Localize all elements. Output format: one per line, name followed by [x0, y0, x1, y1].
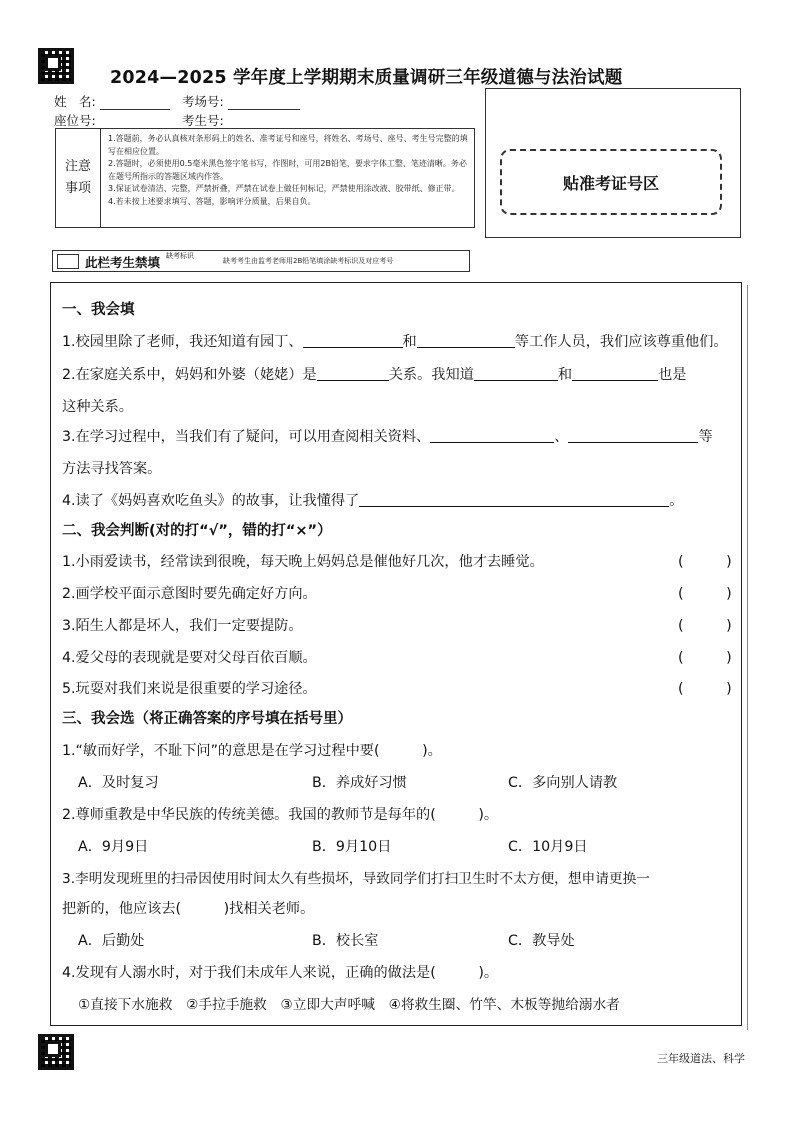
answer-blank[interactable]	[317, 365, 389, 381]
answer-blank[interactable]	[568, 427, 698, 443]
section-3-title: 三、我会选（将正确答案的序号填在括号里）	[62, 711, 352, 727]
question-1-2: 2.在家庭关系中，妈妈和外婆（姥姥）是 关系。我知道 和 也是	[62, 367, 687, 383]
question-1-3: 3.在学习过程中，当我们有了疑问，可以用查阅相关资料、 、 等	[62, 429, 713, 445]
qr-code-bottom	[38, 1034, 74, 1070]
answer-paren[interactable]: ( )	[678, 681, 732, 697]
notice-box	[55, 128, 475, 228]
seat-input-line[interactable]	[100, 114, 170, 129]
question-1-3-cont: 方法寻找答案。	[62, 461, 162, 477]
admission-ticket-area	[485, 88, 741, 238]
name-input-line[interactable]	[100, 95, 170, 110]
choice-question-1: 1.“敏而好学，不耻下问”的意思是在学习过程中要( )。	[62, 743, 442, 759]
notice-line: 2.答题时，必须使用0.5毫米黑色签字笔书写，作图时，可用2B铅笔，要求字体工整、笔迹清晰。务必在题号所指示的答题区域内作答。	[108, 159, 467, 181]
admission-ticket-label: 贴准考证号区	[500, 149, 722, 215]
choice-option-a[interactable]: A．及时复习	[78, 775, 159, 791]
question-1-2-cont: 这种关系。	[62, 399, 133, 415]
notice-text	[108, 133, 468, 208]
choice-question-4-options[interactable]: ①直接下水施救 ②手拉手施救 ③立即大声呼喊 ④将救生圈、竹竿、木板等抛给溺水者	[78, 997, 620, 1013]
notice-line: 1.答题前，务必认真核对条形码上的姓名、准考证号和座号，将姓名、考场号、座号、考生号完整的填写在相应位置。	[108, 134, 468, 156]
answer-blank[interactable]	[359, 491, 669, 507]
choice-option-c[interactable]: C．10月9日	[508, 839, 588, 855]
seat-field	[54, 111, 170, 129]
answer-blank[interactable]	[430, 427, 554, 443]
judge-question-4: 4.爱父母的表现就是要对父母百依百顺。	[62, 650, 317, 666]
answer-blank[interactable]	[572, 365, 658, 381]
choice-option-a[interactable]: A．后勤处	[78, 933, 145, 949]
no-fill-label: 此栏考生禁填	[85, 255, 161, 270]
exam-no-field	[182, 111, 414, 129]
choice-option-b[interactable]: B．校长室	[312, 933, 379, 949]
question-1-1: 1.校园里除了老师，我还知道有园丁、 和 等工作人员，我们应该尊重他们。	[62, 334, 728, 350]
choice-question-4: 4.发现有人溺水时，对于我们未成年人来说，正确的做法是( )。	[62, 965, 499, 981]
footer-subject: 三年级道法、科学	[657, 1052, 745, 1065]
notice-line: 4.若未按上述要求填写、答题，影响评分质量，后果自负。	[108, 196, 316, 206]
answer-blank[interactable]	[417, 332, 515, 348]
judge-question-3: 3.陌生人都是坏人，我们一定要提防。	[62, 618, 303, 634]
notice-line: 3.保证试卷清洁、完整，严禁折叠，严禁在试卷上做任何标记，严禁使用涂改液、胶带纸、修正带。	[108, 184, 460, 193]
choice-option-c[interactable]: C．多向别人请教	[508, 775, 618, 791]
choice-question-2: 2.尊师重教是中华民族的传统美德。我国的教师节是每年的( )。	[62, 807, 499, 823]
judge-question-2: 2.画学校平面示意图时要先确定好方向。	[62, 586, 317, 602]
choice-question-3: 3.李明发现班里的扫帚因使用时间太久有些损坏，导致同学们打扫卫生时不太方便，想申请更换一	[62, 871, 650, 887]
name-label: 姓 名:	[54, 94, 96, 109]
seat-label: 座位号:	[54, 113, 96, 128]
room-label: 考场号:	[182, 94, 224, 109]
choice-option-b[interactable]: B．9月10日	[312, 839, 392, 855]
room-input-line[interactable]	[228, 95, 300, 110]
absent-checkbox[interactable]	[57, 254, 79, 269]
question-1-4: 4.读了《妈妈喜欢吃鱼头》的故事，让我懂得了 。	[62, 493, 684, 509]
answer-paren[interactable]: ( )	[678, 554, 732, 570]
absent-note: 缺考考生由监考老师用2B铅笔填涂缺考标识及对应考号	[223, 257, 394, 265]
name-field	[54, 92, 170, 110]
answer-paren[interactable]: ( )	[678, 586, 732, 602]
no-fill-bar	[52, 250, 470, 272]
exam-no-label: 考生号:	[182, 113, 224, 128]
judge-question-1: 1.小雨爱读书，经常读到很晚，每天晚上妈妈总是催他好几次，他才去睡觉。	[62, 554, 544, 570]
answer-paren[interactable]: ( )	[678, 650, 732, 666]
answer-paren[interactable]: ( )	[678, 618, 732, 634]
section-2-title: 二、我会判断(对的打“√”，错的打“×”）	[62, 523, 332, 539]
judge-question-5: 5.玩耍对我们来说是很重要的学习途径。	[62, 681, 317, 697]
choice-option-a[interactable]: A．9月9日	[78, 839, 149, 855]
answer-blank[interactable]	[474, 365, 558, 381]
section-1-title: 一、我会填	[62, 302, 135, 318]
page-title: 2024—2025 学年度上学期期末质量调研三年级道德与法治试题	[110, 68, 623, 88]
answer-blank[interactable]	[303, 332, 403, 348]
choice-option-b[interactable]: B．养成好习惯	[312, 775, 407, 791]
notice-label	[56, 129, 101, 227]
qr-code-top	[38, 48, 74, 84]
choice-option-c[interactable]: C．教导处	[508, 933, 575, 949]
choice-question-3-cont: 把新的，他应该去( )找相关老师。	[62, 901, 315, 917]
margin-line	[747, 285, 751, 1030]
notice-label-line2: 事项	[64, 181, 91, 196]
exam-no-input-line[interactable]	[228, 114, 414, 129]
absent-mark-label: 缺考标识	[166, 252, 194, 260]
notice-label-line1: 注意	[64, 159, 91, 174]
room-field	[182, 92, 300, 110]
